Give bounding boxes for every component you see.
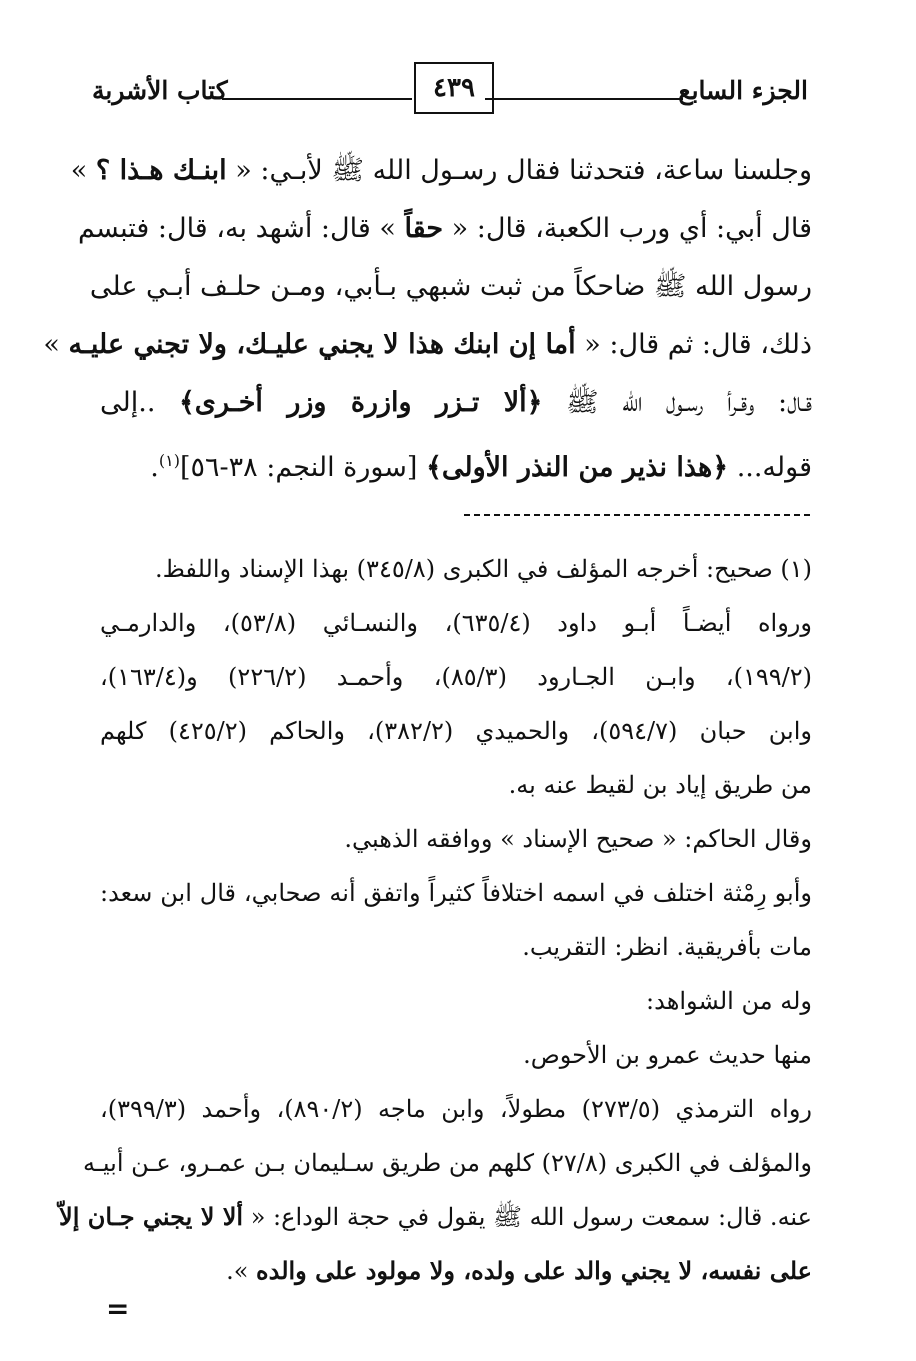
main-line bbox=[70, 142, 812, 200]
quote-bold: حقاً bbox=[404, 213, 444, 244]
main-line bbox=[78, 200, 812, 258]
end-mark: = bbox=[106, 1292, 130, 1325]
quote-bold: على نفسه، لا يجني والد على ولده، ولا مولود على والده bbox=[256, 1256, 812, 1285]
header-rule-left bbox=[222, 98, 412, 100]
main-line bbox=[43, 316, 812, 374]
footnote-line: وله من الشواهد: bbox=[646, 987, 812, 1015]
text-span: ذلك، قال: ثم قال: « bbox=[584, 329, 812, 360]
footnote-line: وأبو رِمْثة اختلف في اسمه اختلافاً كثيراً واتفق أنه صحابي، قال ابن سعد: bbox=[100, 879, 812, 907]
text-span: ». bbox=[226, 1257, 249, 1285]
footnote-line: (١) صحيح: أخرجه المؤلف في الكبرى (٣٤٥/٨) بهذا الإسناد واللفظ. bbox=[155, 555, 812, 583]
footnote-line bbox=[100, 1244, 812, 1298]
footnotes bbox=[59, 542, 812, 1298]
text-span: » bbox=[70, 155, 88, 186]
footnote-line: والمؤلف في الكبرى (٢٧/٨) كلهم من طريق سـليمان بـن عمـرو، عـن أبيـه bbox=[83, 1149, 812, 1177]
footnote-line: رواه الترمذي (٢٧٣/٥) مطولاً، وابن ماجه (٨٩٠/٢)، وأحمد (٣٩٩/٣)، bbox=[100, 1095, 812, 1123]
page-number-box bbox=[414, 62, 494, 114]
quran-verse: ﴿ألا تـزر وازرة وزر أخـرى﴾ bbox=[178, 387, 543, 418]
footnote-line: مات بأفريقية. انظر: التقريب. bbox=[522, 933, 812, 961]
page-header bbox=[92, 62, 808, 126]
volume-label: الجزء السابع bbox=[678, 76, 808, 105]
footnote-line: من طريق إياد بن لقيط عنه به. bbox=[508, 771, 812, 799]
quote-bold: ألا لا يجني جـان إلاّ bbox=[59, 1202, 244, 1231]
quote-bold: أما إن ابنك هذا لا يجني عليـك، ولا تجني عليـه bbox=[68, 329, 576, 360]
text-span: رسول الله ﷺ ضاحكاً من ثبت شبهي بـأبي، ومـن حلـف أبـي على bbox=[89, 271, 812, 302]
text-span: ..إلى bbox=[100, 387, 156, 418]
text-span: » bbox=[43, 329, 60, 360]
main-line bbox=[100, 374, 812, 432]
book-title: كتاب الأشربة bbox=[92, 76, 228, 105]
text-span: قوله... bbox=[736, 452, 812, 483]
text-span: قـال: وقـرأ رسـول الله ﷺ bbox=[566, 387, 812, 418]
footnote-line: وقال الحاكم: « صحيح الإسناد » ووافقه الذهبي. bbox=[344, 825, 812, 853]
text-span: عنه. قال: سمعت رسول الله ﷺ يقول في حجة الوداع: « bbox=[250, 1203, 812, 1231]
footnote-separator bbox=[464, 514, 810, 516]
main-text bbox=[43, 142, 812, 490]
text-span: . bbox=[150, 452, 159, 483]
quote-bold: ابنـك هـذا ؟ bbox=[95, 155, 227, 186]
footnote-line: منها حديث عمرو بن الأحوص. bbox=[523, 1041, 812, 1069]
main-line bbox=[89, 258, 812, 316]
header-rule-right bbox=[485, 98, 683, 100]
footnote-line: (١٩٩/٢)، وابـن الجـارود (٨٥/٣)، وأحمـد (٢٢٦/٢) و(١٦٣/٤)، bbox=[100, 663, 812, 691]
footnote-line: ورواه أيضـاً أبـو داود (٦٣٥/٤)، والنسـائي (٥٣/٨)، والدارمـي bbox=[100, 609, 812, 637]
footnote-line bbox=[59, 1190, 812, 1244]
footnote-line: وابن حبان (٥٩٤/٧)، والحميدي (٣٨٢/٢)، والحاكم (٤٢٥/٢) كلهم bbox=[100, 717, 812, 745]
main-line bbox=[100, 432, 812, 490]
text-span: قال أبي: أي ورب الكعبة، قال: « bbox=[451, 213, 812, 244]
text-span: » قال: أشهد به، قال: فتبسم bbox=[78, 213, 396, 244]
page-number: ٤٣٩ bbox=[433, 73, 475, 103]
surah-reference: [سورة النجم: ٣٨-٥٦] bbox=[179, 452, 418, 483]
quran-verse: ﴿هذا نذير من النذر الأولى﴾ bbox=[426, 452, 729, 483]
footnote-marker: (١) bbox=[158, 451, 180, 470]
text-span: وجلسنا ساعة، فتحدثنا فقال رسـول الله ﷺ لأبـي: « bbox=[235, 155, 812, 186]
